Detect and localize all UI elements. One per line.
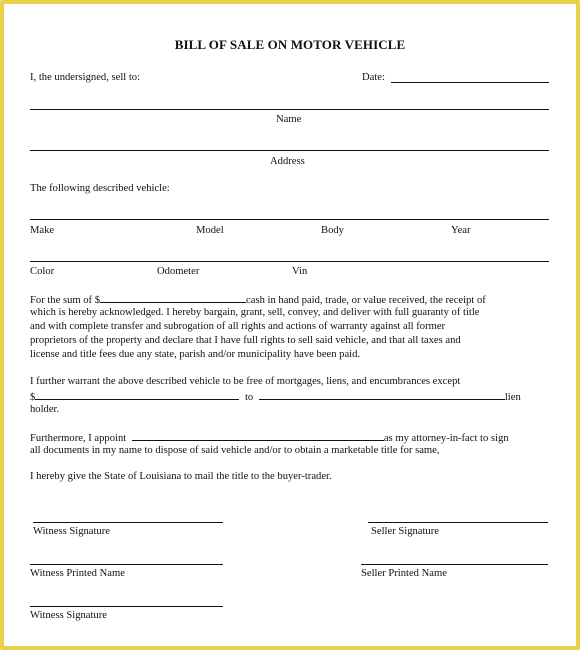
paragraph1-line5: license and title fees due any state, parish and/or municipality have been paid. bbox=[30, 349, 361, 360]
holder-text: holder. bbox=[30, 404, 60, 415]
attorney-line2: all documents in my name to dispose of said vehicle and/or to obtain a marketable title for same, bbox=[30, 445, 440, 456]
witness-signature-1-line[interactable] bbox=[33, 522, 223, 523]
witness-signature-1-caption: Witness Signature bbox=[33, 526, 110, 537]
intro-text: I, the undersigned, sell to: bbox=[30, 72, 141, 83]
attorney-name-field[interactable] bbox=[132, 430, 384, 441]
paragraph1-line2: which is hereby acknowledged. I hereby bargain, grant, sell, convey, and deliver with full guaranty of title bbox=[30, 307, 480, 318]
vehicle-intro: The following described vehicle: bbox=[30, 183, 170, 194]
buyer-address-field-line[interactable] bbox=[30, 150, 549, 151]
date-label: Date: bbox=[362, 72, 385, 83]
seller-printed-name-caption: Seller Printed Name bbox=[361, 568, 447, 579]
seller-signature-caption: Seller Signature bbox=[371, 526, 439, 537]
warranty-line2 bbox=[30, 389, 521, 404]
odometer-caption: Odometer bbox=[157, 266, 200, 277]
lien-text: lien bbox=[504, 392, 521, 403]
seller-signature-line[interactable] bbox=[368, 522, 548, 523]
paragraph1-line3: and with complete transfer and subrogation of all rights and actions of warranty against all former bbox=[30, 321, 446, 332]
seller-printed-name-line[interactable] bbox=[361, 564, 548, 565]
paragraph1-line4: proprietors of the property and declare that I have full rights to sell said vehicle, and that all taxes and bbox=[30, 335, 461, 346]
bill-of-sale-document bbox=[4, 4, 576, 646]
name-caption: Name bbox=[276, 114, 302, 125]
address-caption: Address bbox=[270, 156, 305, 167]
document-title: BILL OF SALE ON MOTOR VEHICLE bbox=[174, 37, 406, 52]
witness-signature-2-line[interactable] bbox=[30, 606, 223, 607]
warranty-line1: I further warrant the above described vehicle to be free of mortgages, liens, and encumbrances except bbox=[30, 376, 461, 387]
attorney-line1 bbox=[30, 430, 509, 445]
witness-printed-name-line[interactable] bbox=[30, 564, 223, 565]
appoint-text: Furthermore, I appoint bbox=[30, 433, 127, 444]
vehicle-row2-field-line[interactable] bbox=[30, 261, 549, 262]
vehicle-row1-field-line[interactable] bbox=[30, 219, 549, 220]
date-field-line[interactable] bbox=[391, 82, 549, 83]
lien-to-text: to bbox=[244, 392, 254, 403]
vin-caption: Vin bbox=[292, 266, 308, 277]
witness-printed-name-caption: Witness Printed Name bbox=[30, 568, 125, 579]
body-caption: Body bbox=[321, 225, 344, 236]
buyer-name-field-line[interactable] bbox=[30, 109, 549, 110]
make-caption: Make bbox=[30, 225, 55, 236]
sum-amount-field[interactable] bbox=[100, 292, 246, 303]
model-caption: Model bbox=[196, 225, 224, 236]
sum-line bbox=[30, 292, 486, 307]
lien-dollar-sign: $ bbox=[30, 392, 36, 403]
witness-signature-2-caption: Witness Signature bbox=[30, 610, 107, 621]
lien-holder-field[interactable] bbox=[259, 389, 505, 400]
lien-amount-field[interactable] bbox=[35, 389, 239, 400]
sum-prefix: For the sum of $ bbox=[30, 295, 101, 306]
sum-suffix: cash in hand paid, trade, or value received, the receipt of bbox=[246, 295, 486, 306]
color-caption: Color bbox=[30, 266, 55, 277]
year-caption: Year bbox=[451, 225, 471, 236]
louisiana-statement: I hereby give the State of Louisiana to mail the title to the buyer-trader. bbox=[30, 471, 332, 482]
attorney-suffix: as my attorney-in-fact to sign bbox=[383, 433, 509, 444]
